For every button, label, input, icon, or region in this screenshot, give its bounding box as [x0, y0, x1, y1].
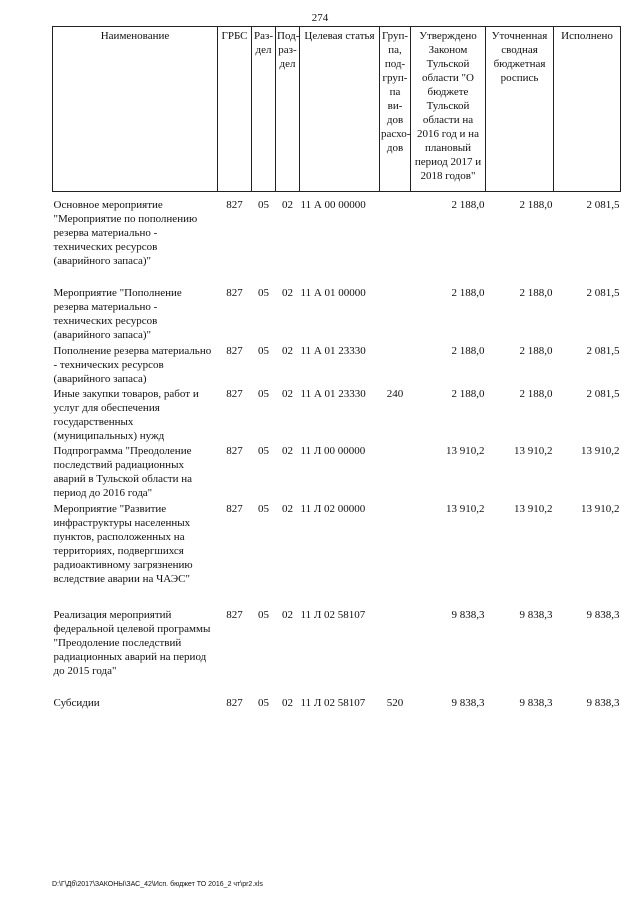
row-vid-rashodov [380, 444, 411, 502]
row-utochnennaya: 2 188,0 [519, 388, 553, 400]
row-grbs: 827 [226, 503, 243, 515]
row-razdel: 05 [258, 697, 269, 709]
row-utverzhdeno: 2 188,0 [451, 199, 485, 211]
row-name: Реализация мероприятий федеральной целевой программы "Преодоление последствий радиационных аварий на период до 2015 года" [53, 609, 211, 677]
row-celevaya-statya: 11 А 01 00000 [300, 287, 366, 299]
row-podrazdel: 02 [282, 345, 293, 357]
row-utverzhdeno: 2 188,0 [451, 345, 485, 357]
row-grbs: 827 [226, 287, 243, 299]
row-celevaya-statya: 11 Л 00 00000 [300, 445, 366, 457]
footer-file-path: D:\Г\Дб\2017\ЗАКОНЫ\ЗАС_42\Исп. бюджет ТО 2016_2 чт\pr2.xls [52, 881, 263, 888]
row-utverzhdeno: 9 838,3 [451, 697, 485, 709]
row-grbs: 827 [226, 445, 243, 457]
row-podrazdel: 02 [282, 287, 293, 299]
row-razdel: 05 [258, 445, 269, 457]
row-utochnennaya: 2 188,0 [519, 287, 553, 299]
row-razdel: 05 [258, 609, 269, 621]
table-row [53, 387, 621, 444]
row-ispolneno: 2 081,5 [586, 388, 620, 400]
row-utochnennaya: 2 188,0 [519, 199, 553, 211]
row-utverzhdeno: 9 838,3 [451, 609, 485, 621]
row-podrazdel: 02 [282, 445, 293, 457]
row-grbs: 827 [226, 697, 243, 709]
row-vid-rashodov [380, 502, 411, 608]
row-celevaya-statya: 11 Л 02 58107 [300, 697, 366, 709]
page-number: 274 [311, 12, 329, 24]
row-podrazdel: 02 [282, 503, 293, 515]
row-utochnennaya: 9 838,3 [519, 697, 553, 709]
row-utochnennaya: 9 838,3 [519, 609, 553, 621]
table-row [53, 502, 621, 608]
header-razdel: Раз- дел [252, 27, 276, 192]
row-utverzhdeno: 13 910,2 [446, 503, 485, 515]
row-vid-rashodov [380, 608, 411, 696]
row-celevaya-statya: 11 А 01 23330 [300, 388, 366, 400]
row-celevaya-statya: 11 Л 02 58107 [300, 609, 366, 621]
header-gruppa-vidov: Груп- па, под- груп- па ви- дов расхо- дов [380, 27, 411, 192]
header-ispolneno: Исполнено [554, 27, 621, 192]
row-podrazdel: 02 [282, 697, 293, 709]
row-name: Мероприятие "Развитие инфраструктуры населенных пунктов, расположенных на территориях, подвергшихся радиоактивному загрязнению вследствие аварии на ЧАЭС" [53, 503, 193, 585]
row-vid-rashodov [380, 198, 411, 286]
table-row [53, 444, 621, 502]
header-utochnennaya: Уточненная сводная бюджетная роспись [486, 27, 554, 192]
row-ispolneno: 2 081,5 [586, 287, 620, 299]
row-name: Основное мероприятие "Мероприятие по пополнению резерва материально - технических ресурсов (аварийного запаса)" [53, 199, 198, 267]
table-row [53, 344, 621, 387]
table-row [53, 286, 621, 344]
row-razdel: 05 [258, 199, 269, 211]
budget-table [52, 26, 621, 716]
row-grbs: 827 [226, 199, 243, 211]
row-utverzhdeno: 13 910,2 [446, 445, 485, 457]
header-podrazdel: Под- раз- дел [276, 27, 300, 192]
header-row [53, 27, 621, 192]
header-grbs: ГРБС [218, 27, 252, 192]
row-celevaya-statya: 11 А 01 23330 [300, 345, 366, 357]
table-row [53, 198, 621, 286]
row-vid-rashodov [380, 344, 411, 387]
row-name: Пополнение резерва материально - технических ресурсов (аварийного запаса) [53, 345, 212, 385]
row-podrazdel: 02 [282, 388, 293, 400]
row-ispolneno: 13 910,2 [581, 445, 620, 457]
row-grbs: 827 [226, 609, 243, 621]
row-podrazdel: 02 [282, 199, 293, 211]
row-celevaya-statya: 11 А 00 00000 [300, 199, 366, 211]
row-vid-rashodov: 240 [386, 388, 404, 400]
row-utochnennaya: 2 188,0 [519, 345, 553, 357]
row-razdel: 05 [258, 345, 269, 357]
row-name: Подпрограмма "Преодоление последствий радиационных аварий в Тульской области на период до 2016 года" [53, 445, 193, 499]
row-ispolneno: 2 081,5 [586, 345, 620, 357]
row-grbs: 827 [226, 388, 243, 400]
row-razdel: 05 [258, 388, 269, 400]
row-name: Субсидии [53, 697, 100, 709]
row-razdel: 05 [258, 287, 269, 299]
table-row [53, 608, 621, 696]
row-name: Мероприятие "Пополнение резерва материально - технических ресурсов (аварийного запаса)" [53, 287, 182, 341]
row-ispolneno: 2 081,5 [586, 199, 620, 211]
row-ispolneno: 9 838,3 [586, 609, 620, 621]
row-utverzhdeno: 2 188,0 [451, 287, 485, 299]
row-podrazdel: 02 [282, 609, 293, 621]
row-utochnennaya: 13 910,2 [514, 503, 553, 515]
row-grbs: 827 [226, 345, 243, 357]
row-ispolneno: 13 910,2 [581, 503, 620, 515]
row-name: Иные закупки товаров, работ и услуг для обеспечения государственных (муниципальных) нужд [53, 388, 199, 442]
header-name: Наименование [53, 27, 218, 192]
row-ispolneno: 9 838,3 [586, 697, 620, 709]
row-utverzhdeno: 2 188,0 [451, 388, 485, 400]
row-celevaya-statya: 11 Л 02 00000 [300, 503, 366, 515]
row-utochnennaya: 13 910,2 [514, 445, 553, 457]
header-celevaya-statya: Целевая статья [300, 27, 380, 192]
header-utverzhdeno: Утверждено Законом Тульской области "О бюджете Тульской области на 2016 год и на плановый период 2017 и 2018 годов" [411, 27, 486, 192]
table-row [53, 696, 621, 716]
row-razdel: 05 [258, 503, 269, 515]
row-vid-rashodov [380, 286, 411, 344]
row-vid-rashodov: 520 [386, 697, 404, 709]
